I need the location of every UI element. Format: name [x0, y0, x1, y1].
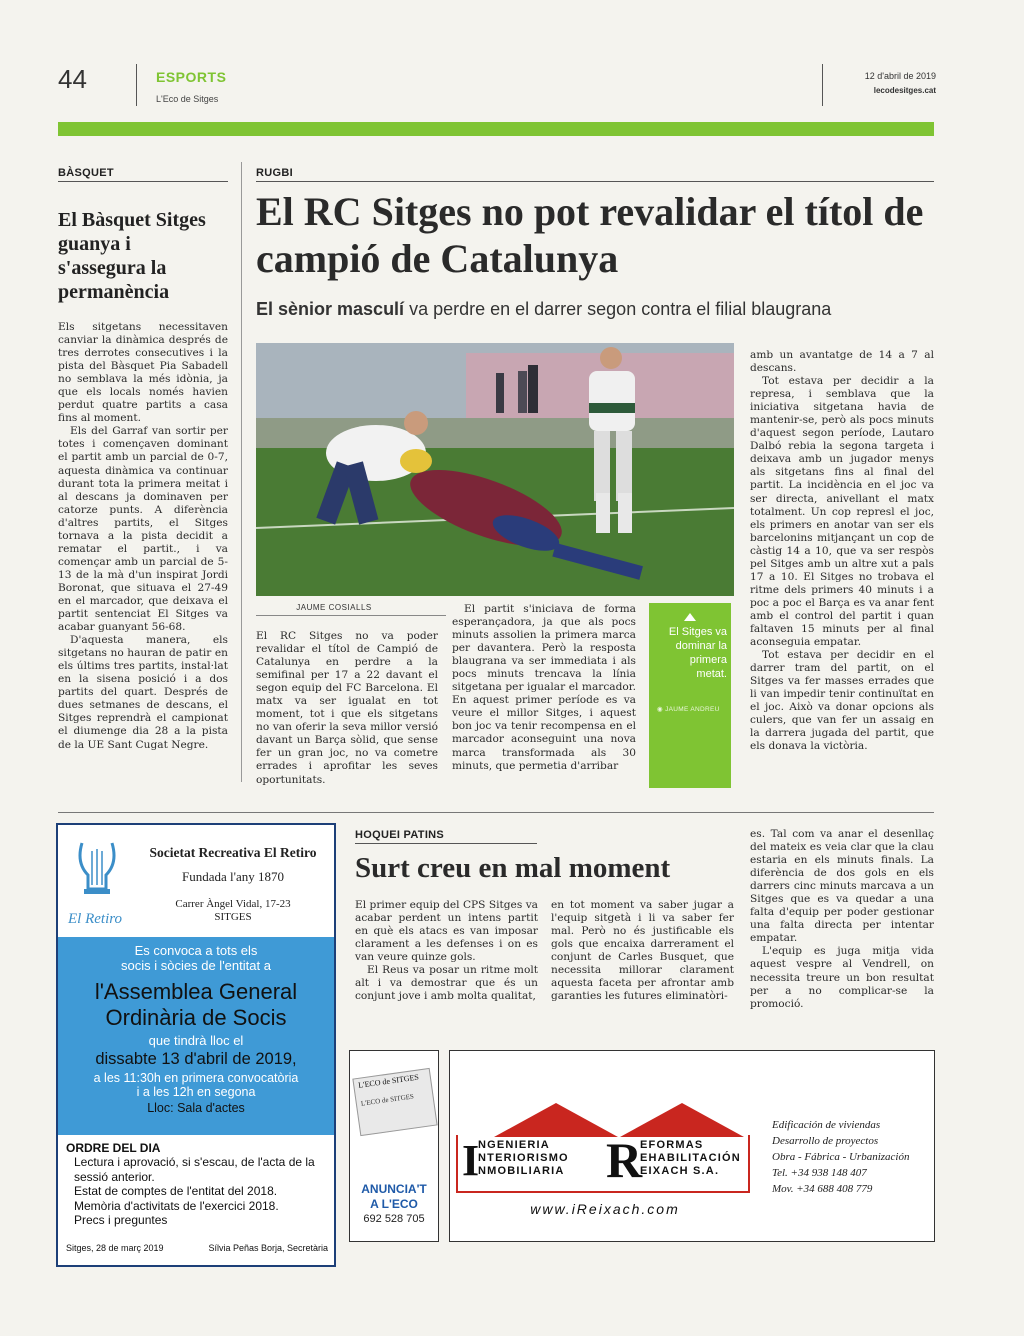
reixach-service: Obra - Fábrica - Urbanización: [772, 1151, 910, 1163]
photo-credit: JAUME COSIALLS: [296, 603, 372, 612]
hoquei-title: Surt creu en mal moment: [355, 852, 671, 884]
reixach-line: NGENIERIA: [478, 1139, 550, 1151]
retiro-agenda-title: ORDRE DEL DIA: [66, 1141, 161, 1155]
reixach-ad: [449, 1050, 935, 1242]
page-number: 44: [58, 64, 87, 94]
rugbi-rule: [256, 181, 934, 182]
rugbi-col2-paragraph: El partit s'iniciava de forma esperançadora, ja que als pocs minuts assolien la primera marca per davantera. Però la resposta blaugrana va ser immediata i als pocs minuts trencava la línia sitgetana per igualar el marcador. En aquest primer període es va veure el millor Sitges, i aquest bon joc va tenir recompensa en el marcador aconseguint una nova marca transformada als 30 minuts, que permetia d'arribar: [452, 603, 636, 772]
retiro-time1: a les 11:30h en primera convocatòria: [93, 1071, 299, 1085]
retiro-ad: [56, 823, 336, 1267]
basquet-paragraph: D'aquesta manera, els sitgetans no hauran de patir en els últims tres partits, instal·lat en la sisena posició i a dos partits del quart. Després de dues setmanes de descans, el Sitges reprendrà el campionat el diumenge dia 28 a la pista de la UE Sant Cugat Negre.: [58, 634, 228, 751]
pullquote-box: [649, 603, 731, 788]
retiro-agenda-item: Precs i preguntes: [74, 1213, 168, 1227]
newspaper-title: L'ECO de SITGES: [357, 1072, 420, 1090]
reixach-line: EHABILITACIÓN: [640, 1152, 741, 1164]
photo-credit-rule: [256, 615, 446, 616]
retiro-convocation-band: [58, 937, 334, 1135]
basquet-paragraph: Els sitgetans necessitaven canviar la dinàmica després de tres derrotes consecutives i la pista del Bàsquet Pia Sabadell no semblava la més idònia, ja que els locals només havien perdut quatre partits a casa fins al moment.: [58, 321, 228, 425]
arrow-up-icon: [684, 613, 696, 621]
header-divider-left: [136, 64, 137, 106]
pullquote-text: El Sitges va dominar la primera metat.: [668, 626, 727, 680]
rugbi-col1: [256, 630, 438, 787]
issue-date: 12 d'abril de 2019: [864, 71, 936, 81]
reixach-lines2: [640, 1139, 741, 1178]
reixach-services: [772, 1117, 910, 1197]
rugbi-kicker: RUGBI: [256, 167, 293, 179]
retiro-time2: i a les 12h en segona: [136, 1085, 256, 1099]
header-green-bar: [58, 122, 934, 136]
camera-icon: ◉: [657, 706, 663, 713]
eco-cta2: A L'ECO: [370, 1197, 418, 1211]
reixach-service: Desarrollo de proyectos: [772, 1135, 879, 1147]
rugby-photo-illustration: [256, 343, 734, 596]
rugbi-col3-paragraph: Tot estava per decidir a la represa, i semblava que la iniciativa sitgetana havia de mantenir-se, però als pocs minuts d'aquest segon període, Lautaro Dalbó rebia la segona targeta i deixava amb un jugador menys als sitgetans fins al final del partit. La incidència en el joc va ser directa, anivellant el matx totalment. Un cop represl el joc, els primers en anotar van ser els barcelonins mitjançant un cop de càstig 14 a 10, que va ser respòs pel Sitges amb un altre xut a pals 17 a 10. El Sitges no trobava el ritme dels primers 40 minuts i a poc a poc el Barça es va anar fent amb el control del partit i quan faltaven 15 minuts per al final aconseguia empatar.: [750, 375, 934, 649]
section-divider: [58, 812, 934, 813]
eco-phone[interactable]: 692 528 705: [363, 1213, 425, 1225]
reixach-line: NMOBILIARIA: [478, 1165, 565, 1177]
rugby-photo: [256, 343, 734, 596]
retiro-agenda-item: Lectura i aprovació, si s'escau, de l'acta de la sessió anterior.: [74, 1155, 315, 1184]
hoquei-col2-paragraph: en tot moment va saber jugar a l'equip sitgetà i li va saber fer mal. Però no és justificable els gols que encaixa darrerament el conjunt de Carles Busquet, que necessita millorar clarament aquesta faceta per afrontar amb garanties les futures eliminatòri-: [551, 899, 734, 1003]
basquet-paragraph: Els del Garraf van sortir per totes i començaven dominant el partit amb un parcial de 0-7, aquesta dinàmica va continuar durant tota la primera meitat i al descans ja dominaven per catorze punts. A diferència d'altres partits, el Sitges tornava a la pista decidit a rematar el partit., i va començar amb un parcial de 5-13 de la mà d'un inspirat Jordi Boronat, que situava el 27-49 en el marcador, que deixava el partit sentenciat El Sitges va acabar guanyant 56-68.: [58, 425, 228, 634]
reixach-letter-i: I: [462, 1136, 480, 1185]
basquet-title: El Bàsquet Sitges guanya i s'assegura la permanència: [58, 209, 206, 303]
reixach-service: Edificación de viviendas: [772, 1119, 881, 1131]
rugbi-subtitle: [256, 299, 934, 320]
reixach-letter-r: R: [606, 1132, 643, 1188]
reixach-website[interactable]: www.iReixach.com: [530, 1201, 680, 1217]
retiro-org-name: Societat Recreativa El Retiro: [149, 845, 317, 860]
reixach-line: EIXACH S.A.: [640, 1165, 720, 1177]
retiro-line3: que tindrà lloc el: [148, 1033, 244, 1048]
hoquei-rule: [355, 843, 537, 844]
retiro-agenda-item: Memòria d'activitats de l'exercici 2018.: [74, 1198, 279, 1213]
rugbi-col3-paragraph: amb un avantatge de 14 a 7 al descans.: [750, 349, 934, 375]
publication-name: L'Eco de Sitges: [156, 94, 219, 104]
column-divider: [241, 162, 242, 782]
hoquei-kicker: HOQUEI PATINS: [355, 829, 445, 841]
retiro-address: Carrer Àngel Vidal, 17-23: [175, 898, 291, 910]
retiro-assembly2: Ordinària de Socis: [105, 1005, 287, 1030]
retiro-assembly1: l'Assemblea General: [94, 979, 298, 1004]
retiro-agenda-item: Estat de comptes de l'entitat del 2018.: [74, 1184, 278, 1198]
retiro-agenda: [74, 1155, 328, 1228]
eco-cta1: ANUNCIA'T: [361, 1182, 427, 1196]
hoquei-col1-paragraph: El primer equip del CPS Sitges va acabar perdent un intens partit en què els atacs es van imposar clarament a les defenses i on es van veure quinze gols.: [355, 899, 538, 964]
reixach-line: NTERIORISMO: [478, 1152, 569, 1164]
retiro-footer-sign: Sílvia Peñas Borja, Secretària: [208, 1243, 328, 1253]
newspaper-title: L'ECO de SITGES: [360, 1092, 415, 1108]
rugbi-col3-paragraph: Tot estava per decidir en el darrer tram del partit, on el Sitges va fer masses errades que li van impedir tenir continuïtat en el joc. Això va donar opcions als culers, que van fer un assaig en la darrera jugada del partit, que els donava la victòria.: [750, 649, 934, 753]
rugbi-col3: [750, 349, 934, 753]
pullquote-credit: [657, 705, 720, 713]
rugbi-subtitle-bold: El sènior masculí: [256, 299, 405, 319]
pullquote-credit-text: JAUME ANDREU: [665, 706, 720, 713]
retiro-city: SITGES: [214, 911, 252, 923]
reixach-lines1: [478, 1139, 569, 1178]
section-label: ESPORTS: [156, 69, 227, 85]
retiro-date: dissabte 13 d'abril de 2019,: [95, 1050, 297, 1068]
rugbi-col1-paragraph: El RC Sitges no va poder revalidar el títol de Campió de Catalunya en perdre a la semifinal per 17 a 22 davant el segon equip del FC Barcelona. El matx va ser igualat en tot moment, tot i que els sitgetans no van oferir la seva millor versió davant un Barça sòlid, que sense fer un gran joc, no va cometre errades i aprofitar les seves oportunitats.: [256, 630, 438, 786]
header-divider-right: [822, 64, 823, 106]
retiro-footer-date: Sitges, 28 de març 2019: [66, 1243, 164, 1253]
retiro-line2: socis i sòcies de l'entitat a: [121, 958, 271, 973]
retiro-founded: Fundada l'any 1870: [182, 869, 284, 884]
roof-left-icon: [494, 1103, 618, 1137]
hoquei-col2: [551, 899, 734, 1003]
hoquei-col1: [355, 899, 538, 1003]
retiro-line1: Es convoca a tots els: [134, 943, 258, 958]
basquet-rule: [58, 181, 228, 182]
rugbi-title: El RC Sitges no pot revalidar el títol de campió de Catalunya: [256, 189, 924, 281]
eco-ad: [349, 1050, 439, 1242]
basquet-body: [58, 321, 228, 752]
retiro-logo-text: El Retiro: [68, 911, 123, 927]
hoquei-col3-paragraph: L'equip es juga mitja vida aquest vespre al Vendrell, on necessita treure un bon resultat per a no complicar-se la promoció.: [750, 945, 934, 1010]
newspaper-stack: [352, 1068, 437, 1136]
hoquei-col3-paragraph: es. Tal com va anar el desenllaç del mateix es veia clar que la clau estaria en els minuts finals. La diferència de dos gols en els darrers cinc minuts marcava a un Sitges que es va quedar a una falta d'equip per poder gestionar una falta directa per intentar empatar.: [750, 828, 934, 945]
rugbi-col2: [452, 603, 636, 773]
rugbi-subtitle-rest: va perdre en el darrer segon contra el filial blaugrana: [404, 299, 832, 319]
hoquei-col3: [750, 828, 934, 1011]
hoquei-col1-paragraph: El Reus va posar un ritme molt alt i va demostrar que és un conjunt jove i amb molta qualitat,: [355, 964, 538, 1003]
reixach-tel[interactable]: Tel. +34 938 148 407: [772, 1167, 867, 1179]
reixach-mov[interactable]: Mov. +34 688 408 779: [772, 1183, 873, 1195]
website[interactable]: lecodesitges.cat: [873, 86, 936, 95]
basquet-kicker: BÀSQUET: [58, 167, 114, 179]
lyre-icon: [74, 839, 120, 897]
reixach-line: EFORMAS: [640, 1139, 704, 1151]
retiro-place: Lloc: Sala d'actes: [147, 1101, 245, 1115]
